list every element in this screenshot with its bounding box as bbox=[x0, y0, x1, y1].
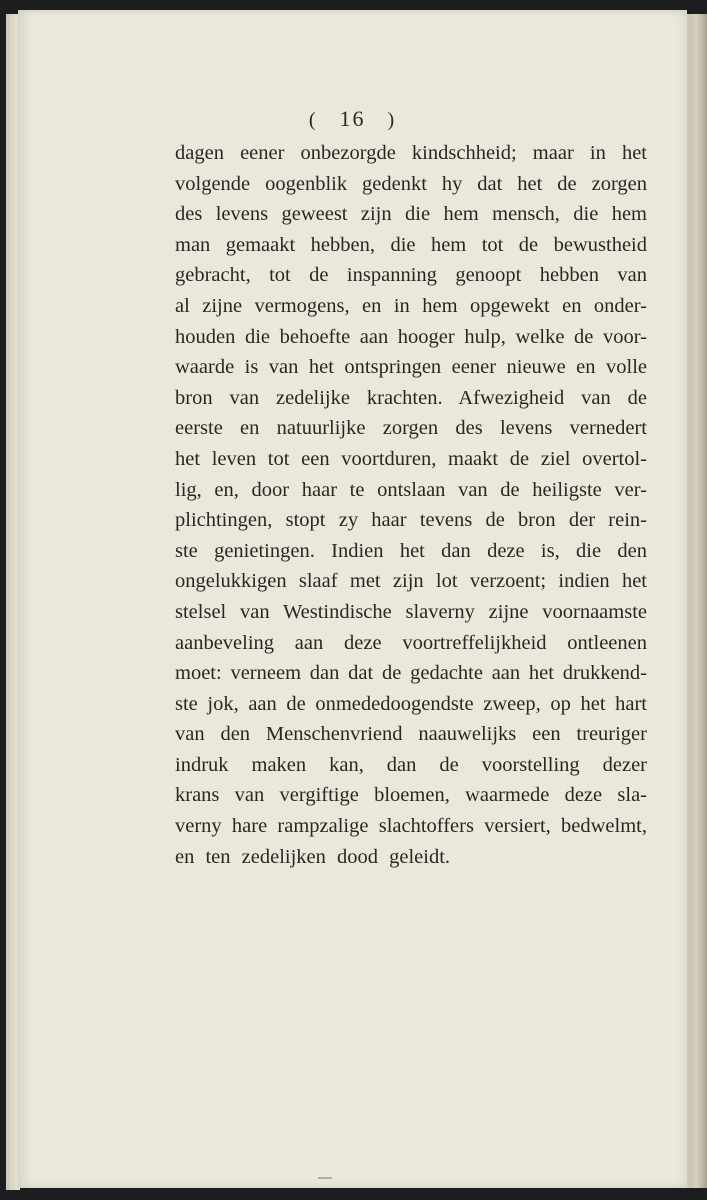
text-line: van den Menschenvriend naauwelijks een treuriger bbox=[175, 723, 647, 746]
text-line: eerste en natuurlijke zorgen des levens vernedert bbox=[175, 417, 647, 440]
text-line: des levens geweest zijn die hem mensch, die hem bbox=[175, 203, 647, 226]
text-line-last: en ten zedelijken dood geleidt. bbox=[175, 845, 451, 868]
text-line: volgende oogenblik gedenkt hy dat het de zorgen bbox=[175, 172, 647, 195]
text-line: waarde is van het ontspringen eener nieuwe en volle bbox=[175, 356, 647, 379]
open-paren: ( bbox=[308, 109, 318, 131]
text-line: moet: verneem dan dat de gedachte aan het drukkend- bbox=[175, 662, 647, 685]
text-line: indruk maken kan, dan de voorstelling dezer bbox=[175, 753, 647, 776]
text-line: plichtingen, stopt zy haar tevens de bron der rein- bbox=[175, 509, 647, 532]
text-line: ongelukkigen slaaf met zijn lot verzoent; indien het bbox=[175, 570, 647, 593]
text-line: man gemaakt hebben, die hem tot de bewustheid bbox=[175, 233, 647, 256]
page-number-header bbox=[18, 106, 687, 132]
page-number: 16 bbox=[339, 106, 366, 131]
text-line: ste genietingen. Indien het dan deze is, die den bbox=[175, 539, 647, 562]
text-line: houden die behoefte aan hooger hulp, welke de voor- bbox=[175, 325, 647, 348]
body-text bbox=[175, 138, 647, 872]
paper-speck bbox=[318, 1177, 332, 1179]
close-paren: ) bbox=[387, 109, 397, 131]
text-line: ste jok, aan de onmededoogendste zweep, op het hart bbox=[175, 692, 647, 715]
book-page bbox=[18, 10, 687, 1188]
text-line: het leven tot een voortduren, maakt de ziel overtol- bbox=[175, 447, 647, 470]
text-line: stelsel van Westindische slaverny zijne voornaamste bbox=[175, 600, 647, 623]
text-line: bron van zedelijke krachten. Afwezigheid van de bbox=[175, 386, 647, 409]
text-line: dagen eener onbezorgde kindschheid; maar in het bbox=[175, 142, 647, 164]
text-line: al zijne vermogens, en in hem opgewekt en onder- bbox=[175, 294, 647, 317]
text-line: lig, en, door haar te ontslaan van de heiligste ver- bbox=[175, 478, 647, 501]
text-line: aanbeveling aan deze voortreffelijkheid ontleenen bbox=[175, 631, 647, 654]
text-line: krans van vergiftige bloemen, waarmede deze sla- bbox=[175, 784, 647, 807]
text-line: gebracht, tot de inspanning genoopt hebben van bbox=[175, 264, 647, 287]
text-line: verny hare rampzalige slachtoffers versiert, bedwelmt, bbox=[175, 815, 647, 838]
